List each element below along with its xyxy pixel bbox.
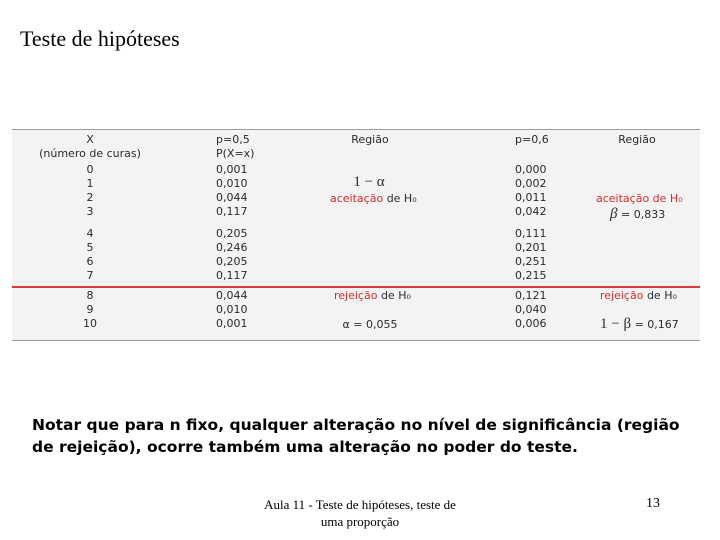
p06-value: 0,201 <box>515 241 547 254</box>
p06-value: 0,251 <box>515 255 547 268</box>
p05-value: 0,205 <box>216 255 248 268</box>
x-value: 6 <box>86 255 94 268</box>
rejection-divider <box>12 286 700 288</box>
p06-value: 0,000 <box>515 163 547 176</box>
alpha-value: α = 0,055 <box>342 318 398 331</box>
p05-value: 0,001 <box>216 317 248 330</box>
header-region-1: Região <box>351 133 389 146</box>
p05-value: 0,044 <box>216 289 248 302</box>
x-value: 3 <box>86 205 94 218</box>
header-p05-sub: P(X=x) <box>216 147 255 160</box>
p06-value: 0,042 <box>515 205 547 218</box>
x-value: 4 <box>86 227 94 240</box>
p05-value: 0,010 <box>216 177 248 190</box>
one-minus-alpha: 1 − α <box>353 174 385 190</box>
p05-value: 0,010 <box>216 303 248 316</box>
region2-rejection-label: rejeição de H₀ <box>600 289 677 302</box>
footer-line-1: Aula 11 - Teste de hipóteses, teste de <box>264 497 456 512</box>
p06-value: 0,002 <box>515 177 547 190</box>
header-x-sub: (número de curas) <box>39 147 141 160</box>
x-value: 7 <box>86 269 94 282</box>
p05-value: 0,246 <box>216 241 248 254</box>
p06-value: 0,111 <box>515 227 547 240</box>
slide-title: Teste de hipóteses <box>20 26 180 51</box>
page-number: 13 <box>646 496 660 511</box>
header-x: X <box>86 133 94 146</box>
x-value: 0 <box>86 163 94 176</box>
p06-value: 0,040 <box>515 303 547 316</box>
p05-value: 0,205 <box>216 227 248 240</box>
table-top-border <box>12 129 700 130</box>
p06-value: 0,215 <box>515 269 547 282</box>
footer-caption <box>240 496 480 530</box>
p05-value: 0,001 <box>216 163 248 176</box>
x-value: 1 <box>86 177 94 190</box>
power-value: 1 − β = 0,167 <box>600 316 679 332</box>
p05-value: 0,044 <box>216 191 248 204</box>
x-value: 5 <box>86 241 94 254</box>
p06-value: 0,121 <box>515 289 547 302</box>
note-text: Notar que para n fixo, qualquer alteração no nível de significância (região de rejeição), ocorre também uma alteração no poder do teste. <box>32 416 680 456</box>
region1-rejection-label: rejeição de H₀ <box>334 289 411 302</box>
header-p05: p=0,5 <box>216 133 250 146</box>
beta-value: β = 0,833 <box>610 206 666 222</box>
header-p06: p=0,6 <box>515 133 549 146</box>
table-bottom-border <box>12 340 700 341</box>
p05-value: 0,117 <box>216 269 248 282</box>
x-value: 8 <box>86 289 94 302</box>
region1-acceptance-label: aceitação de H₀ <box>330 192 417 205</box>
p05-value: 0,117 <box>216 205 248 218</box>
p06-value: 0,011 <box>515 191 547 204</box>
footer-line-2: uma proporção <box>320 514 400 529</box>
x-value: 10 <box>83 317 97 330</box>
probability-table <box>12 129 700 341</box>
header-region-2: Região <box>618 133 656 146</box>
x-value: 9 <box>86 303 94 316</box>
p06-value: 0,006 <box>515 317 547 330</box>
region2-acceptance-label: aceitação de H₀ <box>596 192 683 205</box>
x-value: 2 <box>86 191 94 204</box>
